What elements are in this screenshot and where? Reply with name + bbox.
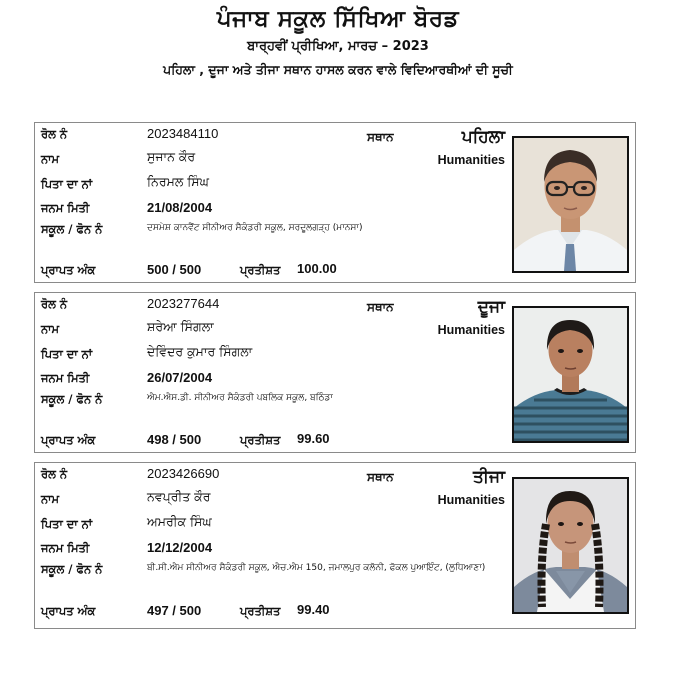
list-title: ਪਹਿਲਾ , ਦੂਜਾ ਅਤੇ ਤੀਜਾ ਸਥਾਨ ਹਾਸਲ ਕਰਨ ਵਾਲੇ ਵਿਦਿਆਰਥੀਆਂ ਦੀ ਸੂਚੀ: [163, 62, 513, 77]
school-value: ਦਸਮੇਸ਼ ਕਾਨਵੈਂਟ ਸੀਨੀਅਰ ਸੈਕੰਡਰੀ ਸਕੂਲ, ਸਰਦੂਲਗੜ੍ਹ (ਮਾਨਸਾ): [147, 223, 363, 233]
exam-subtitle: ਬਾਰ੍ਹਵੀਂ ਪ੍ਰੀਖਿਆ, ਮਾਰਚ – 2023: [247, 39, 429, 54]
position-value: ਤੀਜਾ: [473, 467, 505, 487]
father-name-label: ਪਿਤਾ ਦਾ ਨਾਂ: [41, 177, 93, 191]
name-label: ਨਾਮ: [41, 322, 60, 336]
position-value: ਦੂਜਾ: [477, 297, 505, 317]
percentage-value: 100.00: [297, 261, 337, 276]
percentage-label: ਪ੍ਰਤੀਸ਼ਤ: [240, 263, 281, 277]
percentage-label: ਪ੍ਰਤੀਸ਼ਤ: [240, 604, 281, 618]
percentage-label: ਪ੍ਰਤੀਸ਼ਤ: [240, 433, 281, 447]
stream-value: Humanities: [437, 493, 505, 507]
position-label: ਸਥਾਨ: [367, 130, 394, 144]
marks-label: ਪ੍ਰਾਪਤ ਅੰਕ: [41, 604, 96, 618]
name-value: ਸੁਜਾਨ ਕੌਰ: [147, 149, 196, 164]
student-card-second: [34, 292, 636, 453]
roll-no-value: 2023426690: [147, 466, 220, 481]
school-label: ਸਕੂਲ / ਫੋਨ ਨੰ: [41, 222, 103, 236]
dob-value: 12/12/2004: [147, 540, 213, 555]
percentage-value: 99.40: [297, 602, 330, 617]
stream-value: Humanities: [437, 153, 505, 167]
school-label: ਸਕੂਲ / ਫੋਨ ਨੰ: [41, 562, 103, 576]
marks-label: ਪ੍ਰਾਪਤ ਅੰਕ: [41, 263, 96, 277]
school-label: ਸਕੂਲ / ਫੋਨ ਨੰ: [41, 392, 103, 406]
student-photo: [512, 136, 629, 273]
roll-no-label: ਰੋਲ ਨੰ: [41, 297, 68, 311]
name-label: ਨਾਮ: [41, 152, 60, 166]
student-photo: [512, 477, 629, 614]
name-value: ਨਵਪ੍ਰੀਤ ਕੌਰ: [147, 489, 211, 504]
name-value: ਸ਼ਰੇਆ ਸਿੰਗਲਾ: [147, 319, 214, 334]
father-name-label: ਪਿਤਾ ਦਾ ਨਾਂ: [41, 517, 93, 531]
percentage-value: 99.60: [297, 431, 330, 446]
dob-value: 26/07/2004: [147, 370, 213, 385]
position-label: ਸਥਾਨ: [367, 300, 394, 314]
roll-no-label: ਰੋਲ ਨੰ: [41, 127, 68, 141]
dob-label: ਜਨਮ ਮਿਤੀ: [41, 541, 90, 555]
name-label: ਨਾਮ: [41, 492, 60, 506]
student-card-first: [34, 122, 636, 283]
father-name-value: ਨਿਰਮਲ ਸਿੰਘ: [147, 174, 209, 189]
dob-label: ਜਨਮ ਮਿਤੀ: [41, 371, 90, 385]
student-card-third: [34, 462, 636, 629]
roll-no-value: 2023277644: [147, 296, 220, 311]
board-title: ਪੰਜਾਬ ਸਕੂਲ ਸਿੱਖਿਆ ਬੋਰਡ: [216, 6, 460, 32]
father-name-label: ਪਿਤਾ ਦਾ ਨਾਂ: [41, 347, 93, 361]
father-name-value: ਅਮਰੀਕ ਸਿੰਘ: [147, 514, 212, 529]
marks-label: ਪ੍ਰਾਪਤ ਅੰਕ: [41, 433, 96, 447]
school-value: ਐਮ.ਐਸ.ਡੀ. ਸੀਨੀਅਰ ਸੈਕੰਡਰੀ ਪਬਲਿਕ ਸਕੂਲ, ਬਠਿੰਡਾ: [147, 393, 333, 403]
dob-value: 21/08/2004: [147, 200, 213, 215]
school-value: ਬੀ.ਸੀ.ਐਮ ਸੀਨੀਅਰ ਸੈਕੰਡਰੀ ਸਕੂਲ, ਐਚ.ਐਮ 150, ਜਮਾਲਪੁਰ ਕਲੋਨੀ, ਫੋਕਲ ਪੁਆਇੰਟ, (ਲੁਧਿਆਣਾ): [147, 563, 486, 573]
dob-label: ਜਨਮ ਮਿਤੀ: [41, 201, 90, 215]
stream-value: Humanities: [437, 323, 505, 337]
student-photo: [512, 306, 629, 443]
marks-value: 500 / 500: [147, 262, 202, 277]
roll-no-value: 2023484110: [147, 126, 219, 141]
position-label: ਸਥਾਨ: [367, 470, 394, 484]
roll-no-label: ਰੋਲ ਨੰ: [41, 467, 68, 481]
father-name-value: ਦੇਵਿੰਦਰ ਕੁਮਾਰ ਸਿੰਗਲਾ: [147, 344, 253, 359]
marks-value: 497 / 500: [147, 603, 202, 618]
position-value: ਪਹਿਲਾ: [461, 127, 505, 147]
marks-value: 498 / 500: [147, 432, 202, 447]
